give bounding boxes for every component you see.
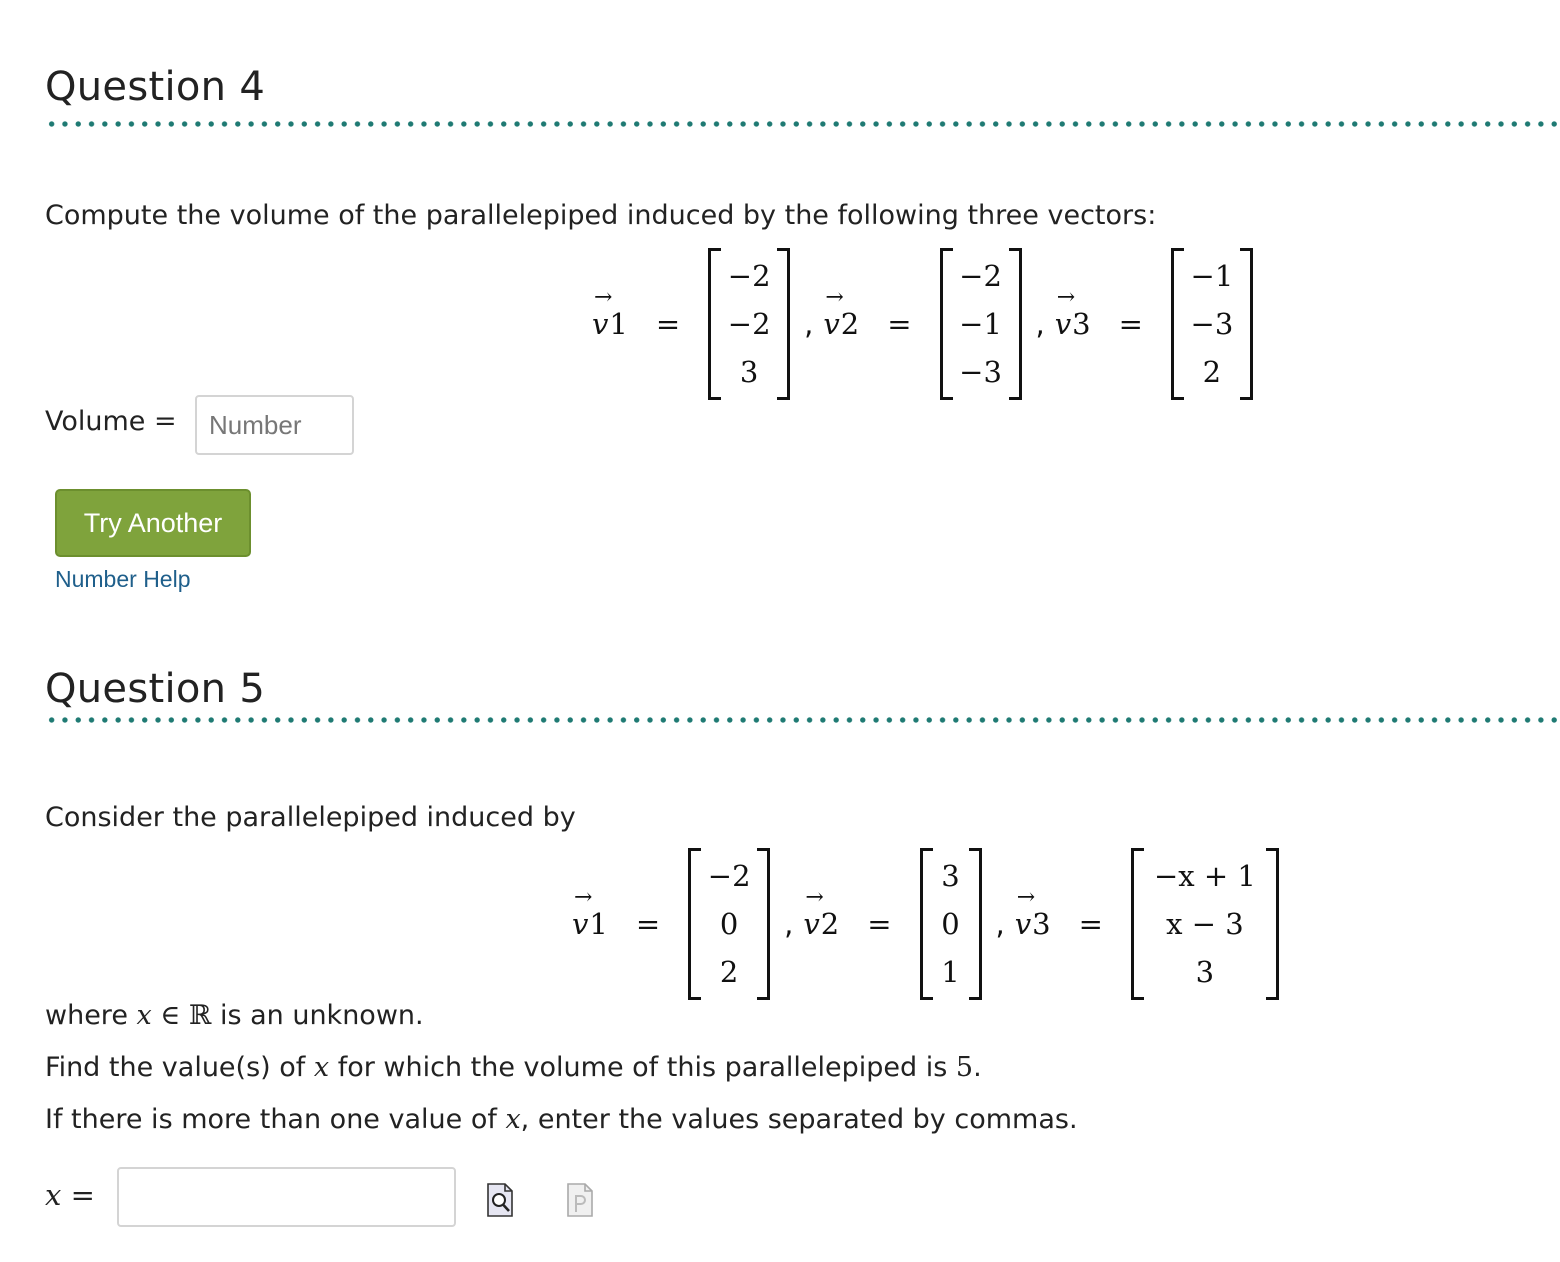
vector-label-v1: → v 1	[592, 285, 628, 341]
vector-label-v1: → v 1	[572, 885, 608, 941]
matrix-v1: −2 −2 3	[708, 248, 790, 400]
x-answer-input[interactable]	[117, 1167, 456, 1227]
question-5-divider	[45, 716, 1560, 724]
volume-input[interactable]	[195, 395, 354, 455]
vector-label-v2: → v 2	[823, 285, 860, 341]
question-5-title: Question 5	[45, 666, 266, 712]
matrix-v3: −1 −3 2	[1171, 248, 1253, 400]
question-4-title: Question 4	[45, 64, 266, 110]
matrix-v2: −2 −1 −3	[940, 248, 1022, 400]
pdf-icon[interactable]	[566, 1182, 594, 1222]
matrix-v3: −x + 1 x − 3 3	[1131, 848, 1279, 1000]
question-4-divider	[45, 120, 1560, 128]
question-4-vectors: → v 1 = −2 −2 3 , → v 2 = −2 −1 −3 , → v 3 = −1 −3 2	[592, 248, 1253, 400]
matrix-v1: −2 0 2	[688, 848, 770, 1000]
question-5-line-3: If there is more than one value of x, enter the values separated by commas.	[45, 1104, 1078, 1135]
question-5-line-2: Find the value(s) of x for which the volume of this parallelepiped is 5.	[45, 1052, 982, 1083]
number-help-link[interactable]: Number Help	[55, 566, 191, 592]
try-another-button[interactable]: Try Another	[55, 489, 251, 557]
preview-icon[interactable]	[486, 1182, 514, 1222]
vector-label-v3: → v 3	[1014, 885, 1051, 941]
vector-label-v2: → v 2	[803, 885, 840, 941]
x-answer-label: x =	[45, 1178, 95, 1212]
question-5-line-1: where x ∈ ℝ is an unknown.	[45, 1000, 424, 1031]
vector-label-v3: → v 3	[1054, 285, 1091, 341]
question-5-prompt: Consider the parallelepiped induced by	[45, 802, 576, 833]
volume-input-placeholder: Number	[209, 409, 302, 440]
matrix-v2: 3 0 1	[920, 848, 982, 1000]
question-4-prompt: Compute the volume of the parallelepiped induced by the following three vectors:	[45, 200, 1157, 231]
question-5-vectors: → v 1 = −2 0 2 , → v 2 = 3 0 1 , → v 3 = −x + 1 x − 3 3	[572, 848, 1279, 1000]
volume-label: Volume =	[45, 406, 177, 437]
